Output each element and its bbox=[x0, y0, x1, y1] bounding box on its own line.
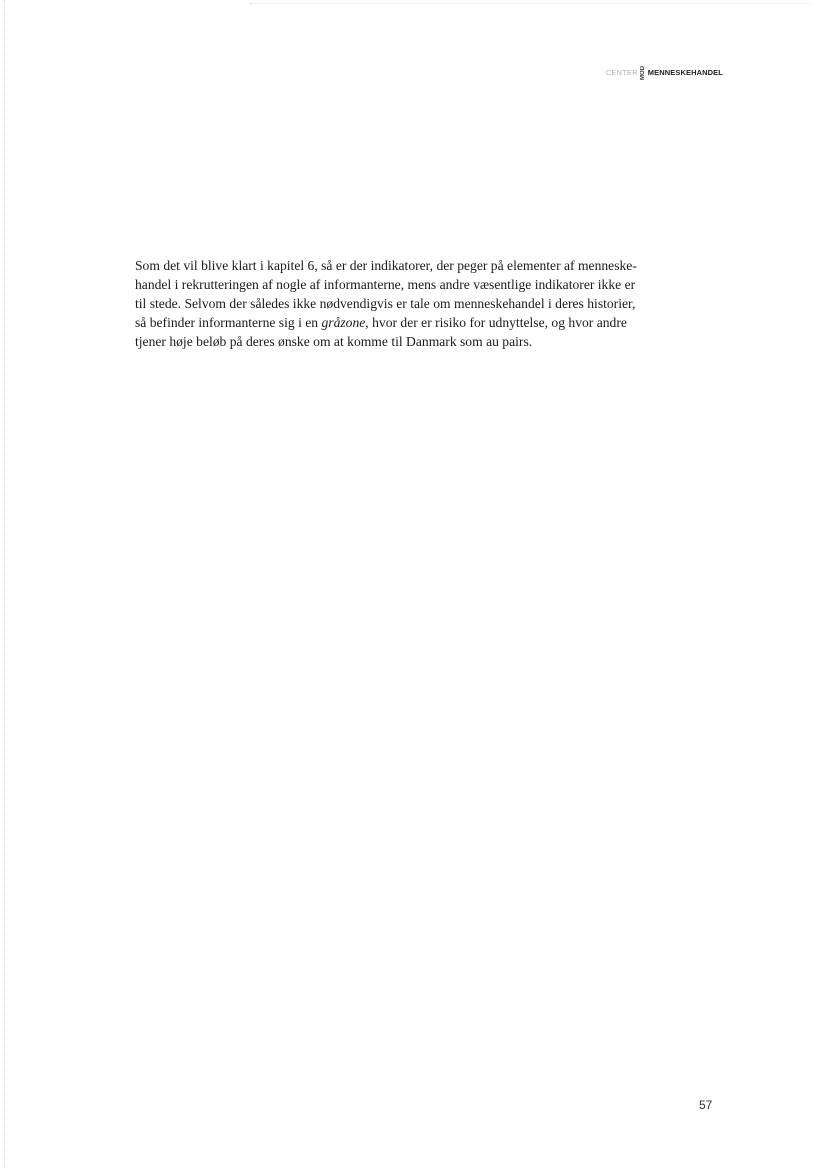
emphasized-term: gråzone bbox=[321, 315, 366, 330]
page-number: 57 bbox=[699, 1098, 713, 1112]
paragraph-line: handel i rekrutteringen af nogle af informanterne, mens andre væsentlige indikatorer ikke er bbox=[135, 277, 636, 292]
paragraph-line-start: så befinder informanterne sig i en bbox=[135, 315, 322, 330]
paragraph-line: Som det vil blive klart i kapitel 6, så er der indikatorer, der peger på elementer af menneske- bbox=[135, 258, 637, 273]
scan-edge bbox=[4, 0, 6, 1168]
logo-mod-text: MOD bbox=[639, 66, 646, 80]
scan-edge-top bbox=[250, 3, 810, 5]
paragraph-line: til stede. Selvom der således ikke nødvendigvis er tale om menneskehandel i deres historier, bbox=[135, 296, 636, 311]
body-paragraph bbox=[135, 256, 715, 351]
paragraph-line: tjener høje beløb på deres ønske om at komme til Danmark som au pairs. bbox=[135, 334, 533, 349]
paragraph-line-end: , hvor der er risiko for udnyttelse, og hvor andre bbox=[365, 315, 627, 330]
logo-center-text: CENTER bbox=[606, 69, 638, 77]
logo-main-text: MENNESKEHANDEL bbox=[647, 68, 723, 78]
center-mod-menneskehandel-logo bbox=[606, 66, 723, 80]
